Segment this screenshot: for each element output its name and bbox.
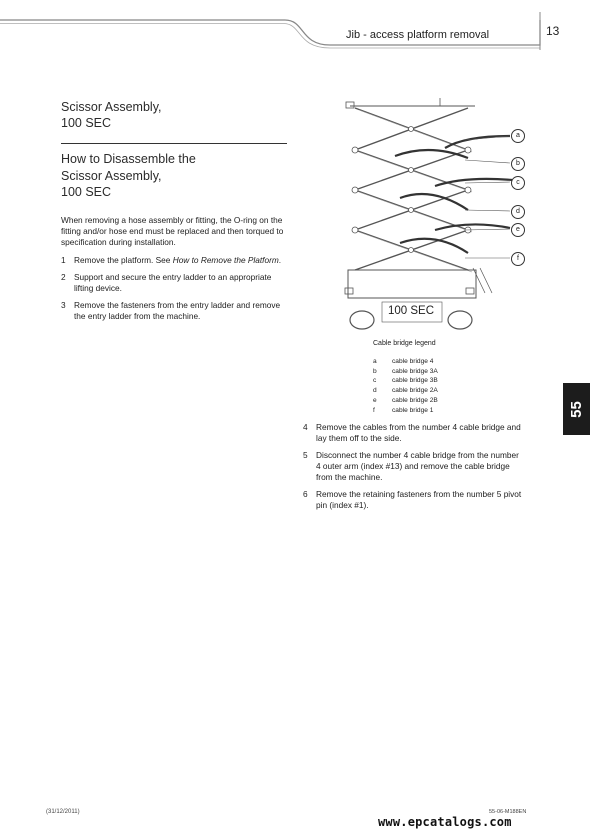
callout-f: f: [511, 252, 525, 266]
step-1: 1 Remove the platform. See How to Remove the Platform.: [61, 254, 282, 265]
legend-title: Cable bridge legend: [373, 340, 436, 347]
footer-date: (31/12/2011): [46, 809, 80, 815]
callout-d: d: [511, 205, 525, 219]
step-6: 6 Remove the retaining fasteners from the number 5 pivot pin (index #1).: [303, 489, 522, 510]
legend-item: e cable bridge 2B: [373, 396, 438, 404]
machine-label: 100 SEC: [388, 305, 435, 317]
steps-left: [61, 255, 287, 322]
procedure-title: How to Disassemble the Scissor Assembly, 100 SEC: [61, 152, 196, 199]
page-number: 13: [546, 24, 560, 38]
watermark-link[interactable]: www.epcatalogs.com: [378, 815, 512, 829]
legend-item: b cable bridge 3A: [373, 367, 438, 375]
section-tab[interactable]: 55: [563, 383, 590, 435]
callout-a: a: [511, 129, 525, 143]
step-4: 4 Remove the cables from the number 4 cable bridge and lay them off to the side.: [303, 422, 521, 443]
step-3: 3 Remove the fasteners from the entry ladder and remove the entry ladder from the machine.: [61, 299, 281, 321]
legend-list: [373, 357, 438, 415]
legend-item: c cable bridge 3B: [373, 377, 438, 385]
step-2: 2 Support and secure the entry ladder to an appropriate lifting device.: [61, 271, 272, 293]
callout-b: b: [511, 157, 525, 171]
footer-code: 55-06-M188EN: [489, 809, 527, 815]
legend-item: f cable bridge 1: [373, 406, 434, 414]
header-title: Jib - access platform removal: [346, 29, 490, 41]
legend-item: a cable bridge 4: [373, 358, 434, 365]
scissor-lift-diagram: [340, 98, 540, 338]
callout-c: c: [511, 176, 525, 190]
cross-reference-link[interactable]: How to Remove the Platform: [172, 254, 279, 265]
section-title: Scissor Assembly, 100 SEC: [61, 100, 162, 130]
left-column: [61, 99, 287, 328]
steps-right: [303, 422, 523, 517]
legend-item: d cable bridge 2A: [373, 387, 438, 395]
section-divider: [61, 143, 287, 144]
step-5: 5 Disconnect the number 4 cable bridge from the number 4 outer arm (index #13) and remove the cable bridge from the machine.: [303, 450, 519, 482]
intro-paragraph: When removing a hose assembly or fitting, the O-ring on the fitting and/or hose end must be replaced and then torqued to specification during installation.: [61, 214, 284, 247]
callout-e: e: [511, 223, 525, 237]
header-swoosh: [0, 0, 590, 60]
